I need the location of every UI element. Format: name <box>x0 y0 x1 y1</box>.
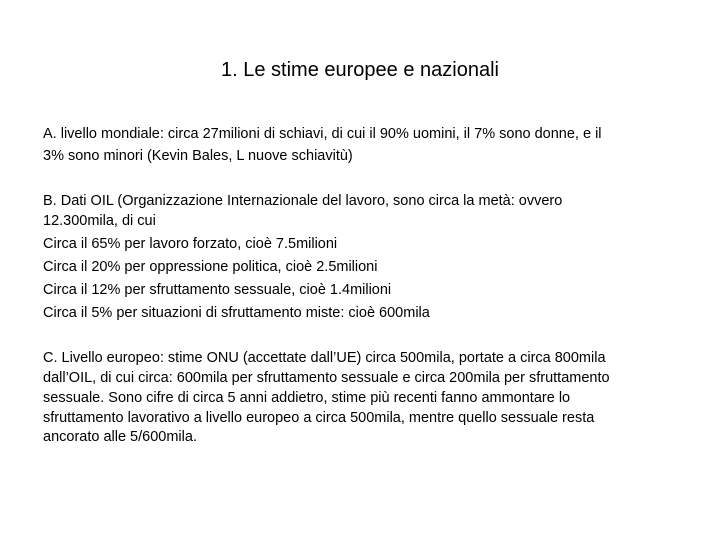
text-line: Circa il 5% per situazioni di sfruttamento miste: cioè 600mila <box>43 305 430 321</box>
text-line: dall’OIL, di cui circa: 600mila per sfruttamento sessuale e circa 200mila per sfruttamento <box>43 370 610 386</box>
slide-title: 1. Le stime europee e nazionali <box>221 59 499 81</box>
text-line: A. livello mondiale: circa 27milioni di schiavi, di cui il 90% uomini, il 7% sono donne, e il <box>43 126 602 142</box>
text-line: sfruttamento lavorativo a livello europeo a circa 500mila, mentre quello sessuale resta <box>43 410 595 426</box>
text-line: Circa il 65% per lavoro forzato, cioè 7.5milioni <box>43 236 338 252</box>
text-line: sessuale. Sono cifre di circa 5 anni addietro, stime più recenti fanno ammontare lo <box>43 390 571 406</box>
text-line: ancorato alle 5/600mila. <box>43 429 197 445</box>
text-line: C. Livello europeo: stime ONU (accettate dall’UE) circa 500mila, portate a circa 800mila <box>43 350 606 366</box>
text-line: B. Dati OIL (Organizzazione Internazionale del lavoro, sono circa la metà: ovvero <box>43 193 563 209</box>
text-line: Circa il 12% per sfruttamento sessuale, cioè 1.4milioni <box>43 282 392 298</box>
text-line: Circa il 20% per oppressione politica, cioè 2.5milioni <box>43 259 378 275</box>
text-line: 12.300mila, di cui <box>43 213 156 229</box>
text-line: 3% sono minori (Kevin Bales, L nuove schiavitù) <box>43 148 353 164</box>
